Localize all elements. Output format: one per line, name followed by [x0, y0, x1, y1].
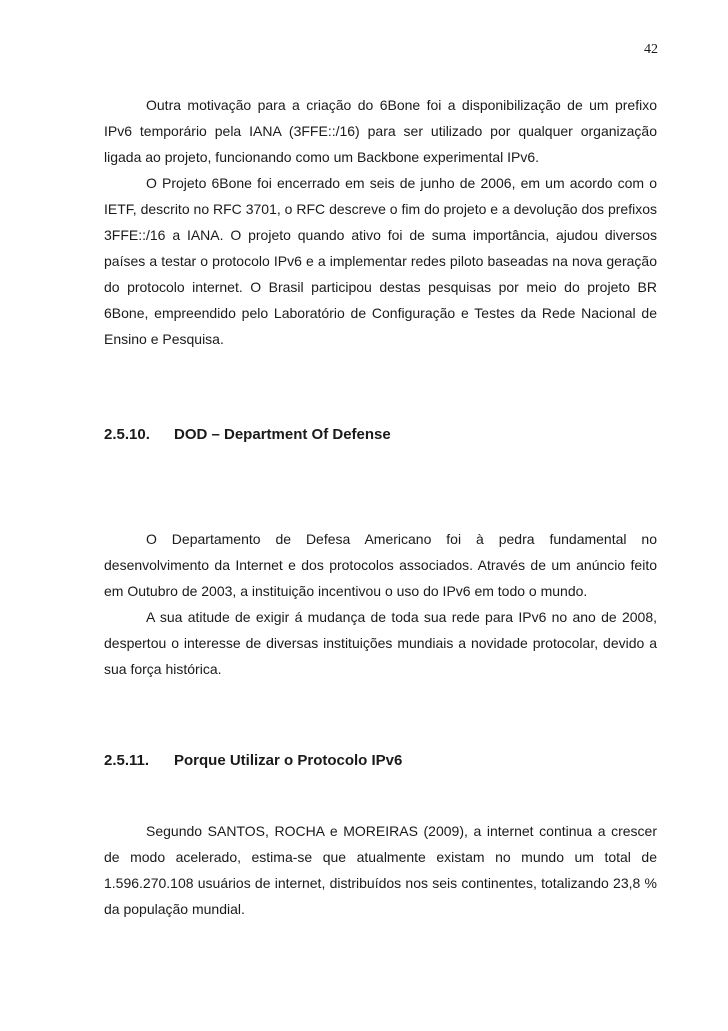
- paragraph: Segundo SANTOS, ROCHA e MOREIRAS (2009), a internet continua a crescer de modo acelerado, estima-se que atualmente existam no mundo um total de 1.596.270.108 usuários de internet, distribuídos nos seis continentes, totalizando 23,8 % da população mundial.: [104, 823, 657, 917]
- paragraph: Outra motivação para a criação do 6Bone foi a disponibilização de um prefixo IPv6 temporário pela IANA (3FFE::/16) para ser utilizado por qualquer organização ligada ao projeto, funcionando como um Backbone experimental IPv6.: [104, 97, 657, 165]
- section-title: DOD – Department Of Defense: [174, 426, 391, 443]
- section-heading-2510: [104, 426, 391, 443]
- section-2510-body: [104, 526, 657, 682]
- paragraph: O Projeto 6Bone foi encerrado em seis de junho de 2006, em um acordo com o IETF, descrito no RFC 3701, o RFC descreve o fim do projeto e a devolução dos prefixos 3FFE::/16 a IANA. O projeto quando ativo foi de suma importância, ajudou diversos países a testar o protocolo IPv6 e a implementar redes piloto baseadas na nova geração do protocolo internet. O Brasil participou destas pesquisas por meio do projeto BR 6Bone, empreendido pelo Laboratório de Configuração e Testes da Rede Nacional de Ensino e Pesquisa.: [104, 175, 657, 347]
- paragraph: O Departamento de Defesa Americano foi à pedra fundamental no desenvolvimento da Internet e dos protocolos associados. Através de um anúncio feito em Outubro de 2003, a instituição incentivou o uso do IPv6 em todo o mundo.: [104, 531, 657, 599]
- section-2511-body: [104, 818, 657, 922]
- section-number: 2.5.11.: [104, 752, 150, 769]
- section-heading-2511: [104, 752, 402, 769]
- section-title: Porque Utilizar o Protocolo IPv6: [174, 752, 403, 769]
- page-number: 42: [644, 42, 658, 57]
- section-number: 2.5.10.: [104, 426, 150, 443]
- intro-section: [104, 92, 657, 352]
- paragraph: A sua atitude de exigir á mudança de toda sua rede para IPv6 no ano de 2008, despertou o interesse de diversas instituições mundiais a novidade protocolar, devido a sua força histórica.: [104, 609, 657, 677]
